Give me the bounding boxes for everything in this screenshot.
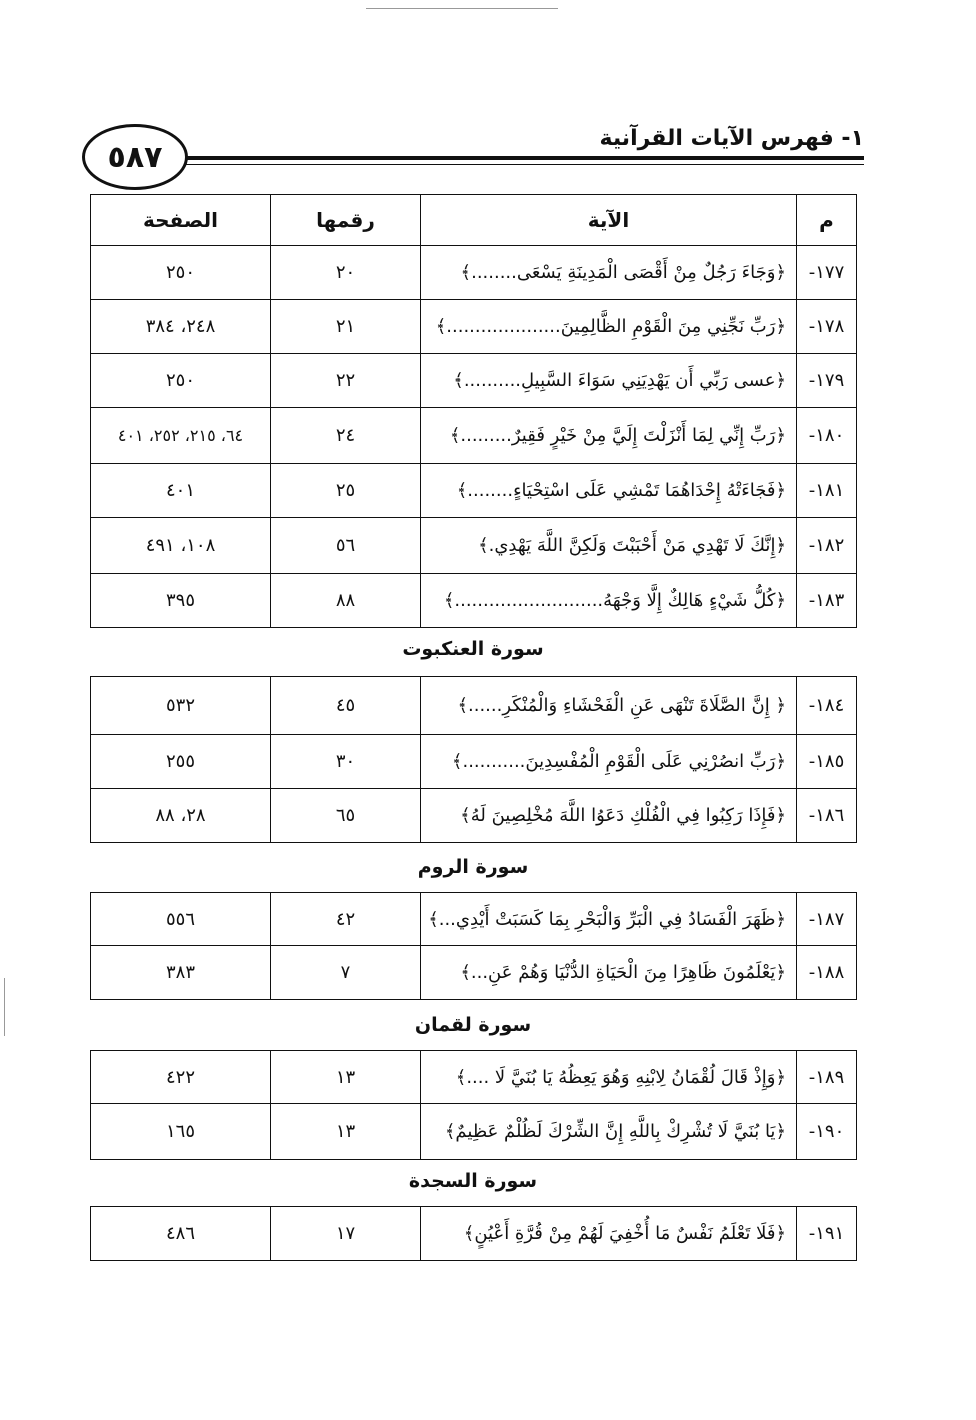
ayah-text: ﴿إِنَّكَ لَا تَهْدِي مَنْ أَحْبَبْتَ وَلَكِنَّ اللَّهَ يَهْدِي.﴾ [421,518,797,574]
ayah-number: ٨٨ [271,574,421,628]
col-header-raqm: رقمها [271,195,421,246]
ayah-text: ﴿رَبِّ نَجِّنِي مِنَ الْقَوْمِ الظَّالِمِينَ....................﴾ [421,300,797,354]
table-row [91,946,857,1000]
page-ref: ١٦٥ [91,1104,271,1160]
ayah-number: ١٣ [271,1051,421,1104]
header-rule-thick [174,156,864,160]
row-number: ١٨٣- [797,574,857,628]
ayah-text: ﴿ إِنَّ الصَّلَاةَ تَنْهَى عَنِ الْفَحْشَاءِ وَالْمُنْكَرِ......﴾ [421,677,797,735]
surah-heading-luqman: سورة لقمان [414,1014,532,1036]
ayah-number: ٢٢ [271,354,421,408]
page-ref: ٢٥٠ [91,246,271,300]
top-rule [366,8,558,9]
table-row [91,408,857,464]
ayah-text: ﴿كُلُّ شَيْءٍ هَالِكٌ إِلَّا وَجْهَهُ..........................﴾ [421,574,797,628]
page-ref: ٤٢٢ [91,1051,271,1104]
table-row [91,464,857,518]
ayah-text: ﴿يَعْلَمُونَ ظَاهِرًا مِنَ الْحَيَاةِ الدُّنْيَا وَهُمْ عَنِ...﴾ [421,946,797,1000]
ayah-number: ٦٥ [271,789,421,843]
table-row [91,893,857,946]
page-ref: ٣٩٥ [91,574,271,628]
ayah-number: ١٣ [271,1104,421,1160]
ayah-text: ﴿ظَهَرَ الْفَسَادُ فِي الْبَرِّ وَالْبَحْرِ بِمَا كَسَبَتْ أَيْدِي...﴾ [421,893,797,946]
ayah-text: ﴿وَجَاءَ رَجُلٌ مِنْ أَقْصَى الْمَدِينَةِ يَسْعَى........﴾ [421,246,797,300]
table-row [91,1104,857,1160]
table-row [91,789,857,843]
index-table-2 [90,676,857,843]
page-ref: ٢٥٥ [91,735,271,789]
col-header-ayah: الآية [421,195,797,246]
ayah-number: ٢٠ [271,246,421,300]
margin-mark [4,978,5,1036]
row-number: ١٨٠- [797,408,857,464]
index-table-5 [90,1206,857,1261]
header-rule-thin [174,164,864,165]
ayah-text: ﴿يَا بُنَيَّ لَا تُشْرِكْ بِاللَّهِ إِنَّ الشِّرْكَ لَظُلْمٌ عَظِيمٌ﴾ [421,1104,797,1160]
ayah-text: ﴿عسى رَبِّي أَن يَهْدِيَنِي سَوَاءَ السَّبِيلِ..........﴾ [421,354,797,408]
row-number: ١٨٧- [797,893,857,946]
table-row [91,735,857,789]
page-ref: ٢٤٨، ٣٨٤ [91,300,271,354]
page-ref: ١٠٨، ٤٩١ [91,518,271,574]
row-number: ١٩٠- [797,1104,857,1160]
row-number: ١٨٦- [797,789,857,843]
index-table-3 [90,892,857,1000]
table-row [91,1051,857,1104]
page-ref: ٢٥٠ [91,354,271,408]
ayah-number: ٣٠ [271,735,421,789]
page-number: ٥٨٧ [107,139,163,175]
ayah-text: ﴿رَبِّ إِنِّي لِمَا أَنْزَلْتَ إِلَيَّ مِنْ خَيْرٍ فَقِيرٌ.........﴾ [421,408,797,464]
row-number: ١٧٨- [797,300,857,354]
page-ref: ٢٨، ٨٨ [91,789,271,843]
page-number-oval [82,124,188,190]
index-table-4 [90,1050,857,1160]
ayah-text: ﴿فَجَاءَتْهُ إِحْدَاهُمَا تَمْشِي عَلَى اسْتِحْيَاءٍ........﴾ [421,464,797,518]
index-table-1 [90,194,857,628]
table-row [91,1207,857,1261]
row-number: ١٨٩- [797,1051,857,1104]
row-number: ١٧٧- [797,246,857,300]
col-header-num: م [797,195,857,246]
page-ref: ٤٠١ [91,464,271,518]
table-row [91,300,857,354]
ayah-text: ﴿فَإِذَا رَكِبُوا فِي الْفُلْكِ دَعَوُا اللَّهَ مُخْلِصِينَ لَهُ﴾ [421,789,797,843]
table-row [91,574,857,628]
ayah-number: ٤٥ [271,677,421,735]
table-row [91,246,857,300]
page-ref: ٦٤، ٢١٥، ٢٥٢، ٤٠١ [91,408,271,464]
page-ref: ٥٣٢ [91,677,271,735]
row-number: ١٨٢- [797,518,857,574]
row-number: ١٨٥- [797,735,857,789]
surah-heading-rum: سورة الروم [417,856,529,878]
ayah-text: ﴿فَلَا تَعْلَمُ نَفْسٌ مَا أُخْفِيَ لَهُمْ مِنْ قُرَّةِ أَعْيُنٍ﴾ [421,1207,797,1261]
ayah-number: ٢١ [271,300,421,354]
row-number: ١٨٤- [797,677,857,735]
table-row [91,677,857,735]
page-ref: ٣٨٣ [91,946,271,1000]
surah-heading-sajda: سورة السجدة [408,1170,538,1192]
table-row [91,518,857,574]
table-row [91,354,857,408]
col-header-page: الصفحة [91,195,271,246]
ayah-text: ﴿وَإِذْ قَالَ لُقْمَانُ لِابْنِهِ وَهُوَ يَعِظُهُ يَا بُنَيَّ لَا ....﴾ [421,1051,797,1104]
row-number: ١٧٩- [797,354,857,408]
surah-heading-ankabut: سورة العنكبوت [402,638,544,660]
ayah-number: ١٧ [271,1207,421,1261]
row-number: ١٨٨- [797,946,857,1000]
row-number: ١٨١- [797,464,857,518]
ayah-number: ٢٤ [271,408,421,464]
ayah-number: ٥٦ [271,518,421,574]
page-ref: ٥٥٦ [91,893,271,946]
page-header [82,124,864,204]
row-number: ١٩١- [797,1207,857,1261]
ayah-number: ٢٥ [271,464,421,518]
ayah-text: ﴿رَبِّ انصُرْنِي عَلَى الْقَوْمِ الْمُفْسِدِينَ...........﴾ [421,735,797,789]
page-ref: ٤٨٦ [91,1207,271,1261]
ayah-number: ٤٢ [271,893,421,946]
page-title: ١- فهرس الآيات القرآنية [599,126,864,151]
table-header-row [91,195,857,246]
ayah-number: ٧ [271,946,421,1000]
